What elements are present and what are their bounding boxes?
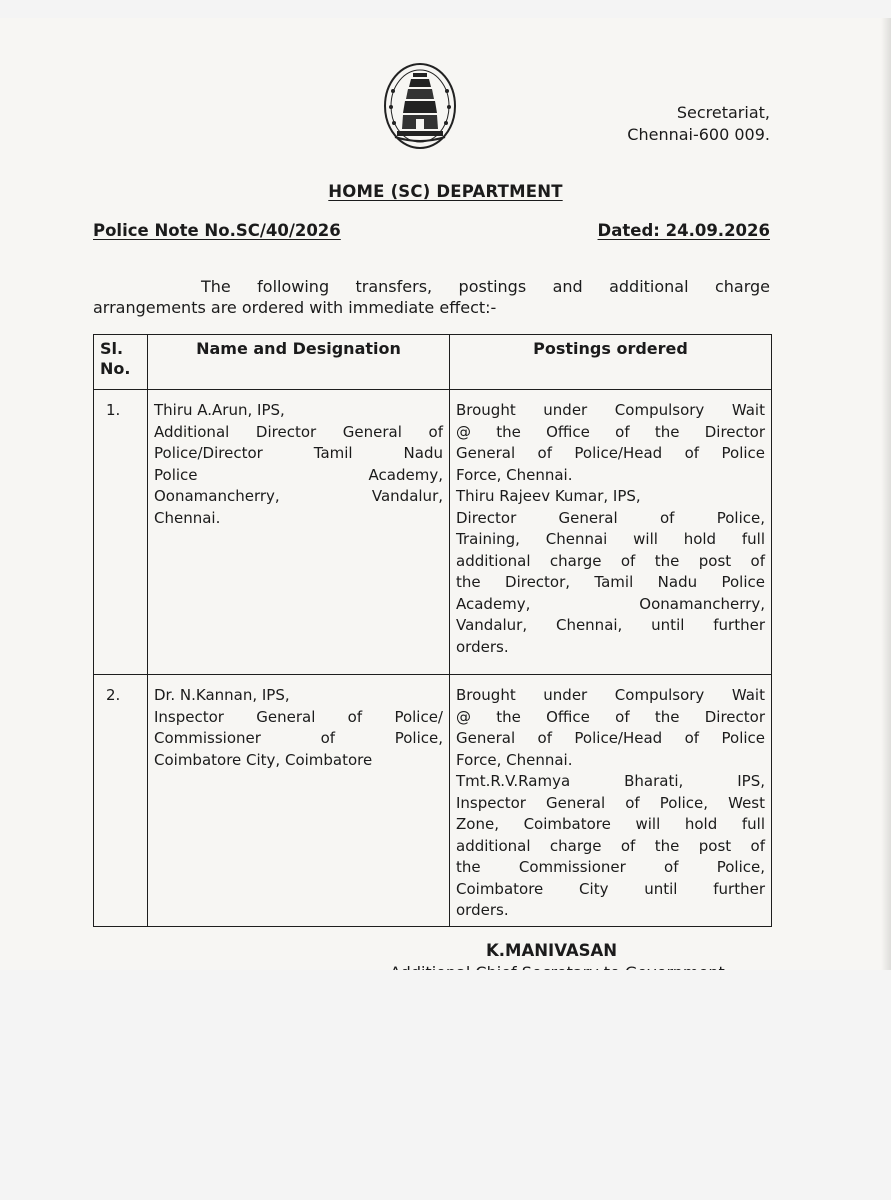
posting-line: Force, Chennai.: [456, 465, 573, 484]
posting-line: Brought under Compulsory Wait: [456, 401, 765, 419]
posting-line: Vandalur, Chennai, until further: [456, 616, 765, 634]
name-line: Police/Director Tamil Nadu: [154, 444, 443, 462]
row-serial: 1.: [94, 390, 148, 675]
posting-line: Director General of Police,: [456, 508, 765, 527]
posting-line: orders.: [456, 901, 509, 919]
posting-line: orders.: [456, 637, 509, 656]
document-page: [0, 18, 891, 970]
name-line: Chennai.: [154, 508, 221, 527]
posting-line: Brought under Compulsory Wait: [456, 686, 765, 704]
row-postings-ordered: [450, 390, 772, 675]
posting-line: additional charge of the post of: [456, 551, 765, 570]
header-postings-ordered: Postings ordered: [450, 335, 772, 390]
posting-line: the Director, Tamil Nadu Police: [456, 573, 765, 591]
name-line: Inspector General of Police/: [154, 707, 443, 726]
postings-table: [93, 334, 772, 927]
table-row: [94, 390, 772, 675]
row-serial: 2.: [94, 675, 148, 927]
police-note-number: Police Note No.SC/40/2026: [93, 221, 341, 240]
row-name-designation: [148, 675, 450, 927]
posting-line: Tmt.R.V.Ramya Bharati, IPS,: [456, 772, 765, 790]
name-line: Additional Director General of: [154, 422, 443, 441]
posting-line: additional charge of the post of: [456, 836, 765, 855]
department-heading: [0, 182, 891, 201]
header-name-designation: Name and Designation: [148, 335, 450, 390]
name-line: Commissioner of Police,: [154, 729, 443, 747]
intro-line-2: arrangements are ordered with immediate effect:-: [93, 298, 497, 317]
name-line: Coimbatore City, Coimbatore: [154, 750, 373, 769]
posting-line: General of Police/Head of Police: [456, 444, 765, 462]
posting-line: Zone, Coimbatore will hold full: [456, 815, 765, 833]
posting-line: @ the Office of the Director: [456, 707, 765, 726]
row-postings-ordered: [450, 675, 772, 927]
posting-line: Force, Chennai.: [456, 750, 573, 769]
signatory-name: K.MANIVASAN: [486, 941, 618, 960]
posting-line: Inspector General of Police, West: [456, 793, 765, 812]
name-line: Oonamancherry, Vandalur,: [154, 487, 443, 505]
posting-line: @ the Office of the Director: [456, 422, 765, 441]
header-sl-line-1: Sl.: [100, 339, 124, 358]
posting-line: Thiru Rajeev Kumar, IPS,: [456, 487, 641, 505]
posting-line: the Commissioner of Police,: [456, 858, 765, 876]
table-header-row: [94, 335, 772, 390]
name-line: Dr. N.Kannan, IPS,: [154, 686, 290, 704]
table-row: [94, 675, 772, 927]
posting-line: Training, Chennai will hold full: [456, 530, 765, 548]
department-title: HOME (SC) DEPARTMENT: [328, 182, 563, 201]
posting-line: Coimbatore City until further: [456, 879, 765, 898]
name-line: Thiru A.Arun, IPS,: [154, 401, 285, 419]
blank-area-below-document: [0, 970, 891, 1200]
address-line-1: Secretariat,: [676, 103, 770, 122]
posting-line: General of Police/Head of Police: [456, 729, 765, 747]
intro-paragraph: [93, 276, 770, 318]
tamil-nadu-emblem-icon: [383, 61, 457, 151]
header-serial-number: [94, 335, 148, 390]
intro-line-1: The following transfers, postings and additional charge: [201, 277, 770, 296]
address-line-2: Chennai-600 009.: [627, 125, 770, 144]
secretariat-address: [627, 102, 770, 146]
row-name-designation: [148, 390, 450, 675]
name-line: Police Academy,: [154, 465, 443, 484]
header-sl-line-2: No.: [100, 359, 131, 378]
posting-line: Academy, Oonamancherry,: [456, 594, 765, 613]
note-date: Dated: 24.09.2026: [597, 221, 770, 240]
